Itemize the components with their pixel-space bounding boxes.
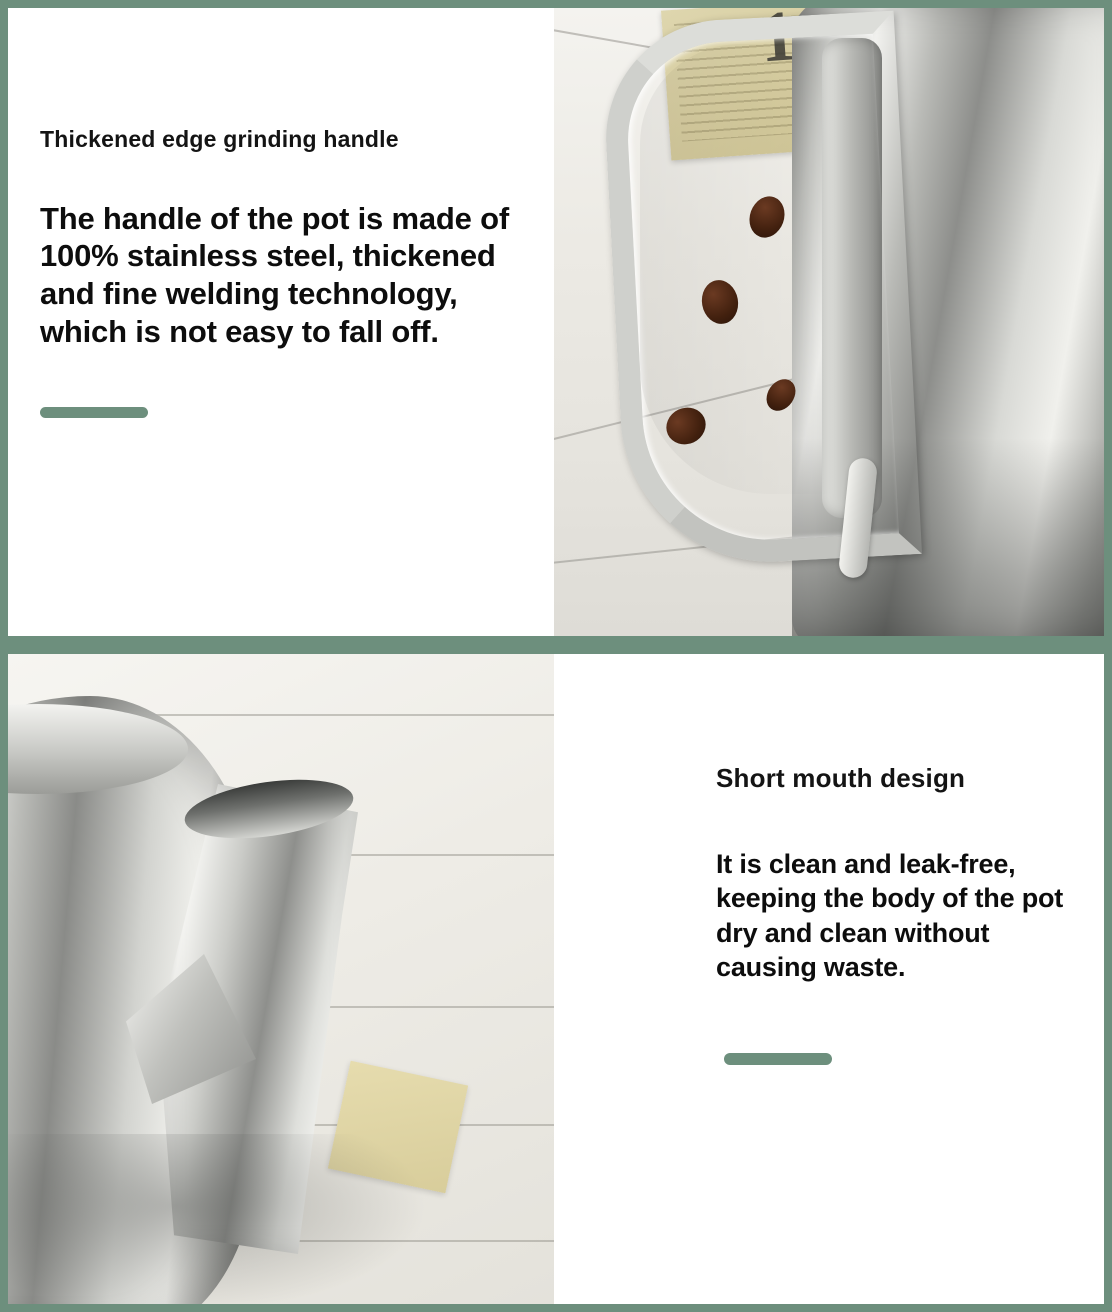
feature-body-handle: The handle of the pot is made of 100% stainless steel, thickened and fine welding technology, which is not easy to fall off. [40, 200, 509, 350]
feature-panel-spout [8, 654, 1104, 1304]
feature-photo-handle [554, 8, 1104, 636]
feature-body-spout: It is clean and leak-free, keeping the body of the pot dry and clean without causing waste. [716, 848, 1064, 983]
feature-eyebrow-handle: Thickened edge grinding handle [40, 126, 399, 152]
feature-text-handle [8, 8, 554, 636]
feature-text-spout [554, 654, 1104, 1304]
feature-photo-spout [8, 654, 554, 1304]
feature-eyebrow-spout: Short mouth design [716, 763, 966, 793]
accent-rule-handle [40, 407, 148, 418]
feature-panel-handle [8, 8, 1104, 636]
kettle-cast-shadow [8, 1134, 428, 1304]
accent-rule-spout [724, 1053, 832, 1065]
